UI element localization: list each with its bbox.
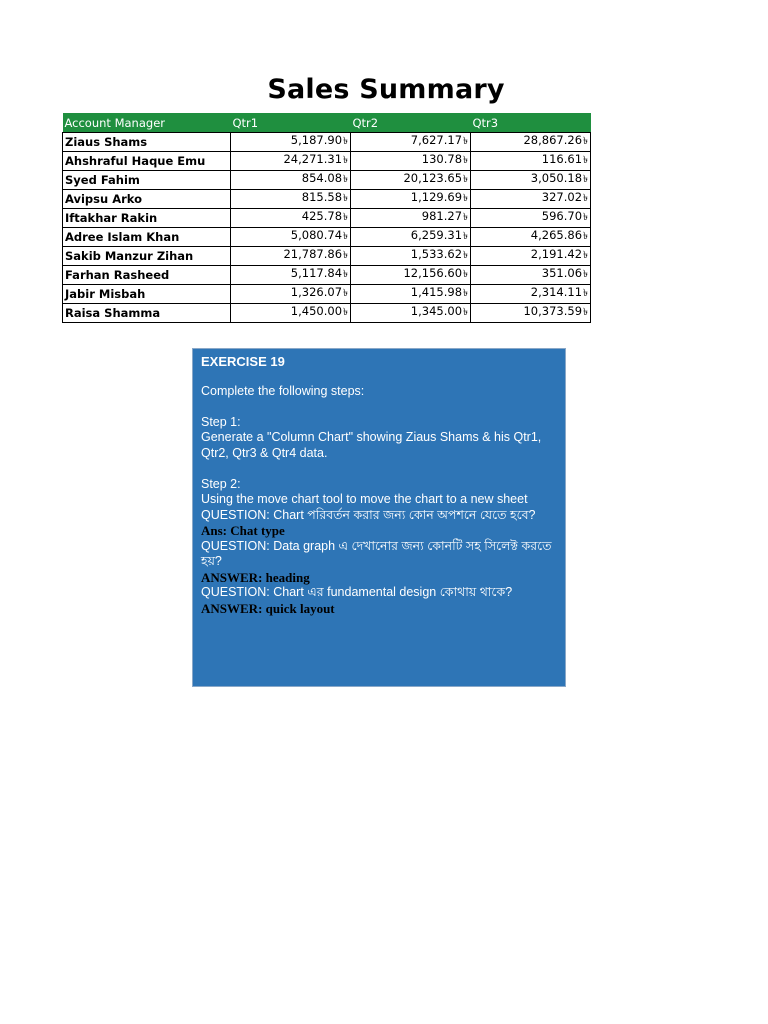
taka-currency-symbol: ৳ bbox=[343, 288, 348, 299]
cell-account-manager[interactable]: Sakib Manzur Zihan bbox=[63, 247, 231, 266]
cell-q2[interactable] bbox=[351, 285, 471, 304]
table-row bbox=[63, 266, 591, 285]
table-row bbox=[63, 152, 591, 171]
taka-currency-symbol: ৳ bbox=[463, 155, 468, 166]
cell-q3[interactable] bbox=[471, 152, 591, 171]
taka-currency-symbol: ৳ bbox=[583, 307, 588, 318]
cell-q2[interactable] bbox=[351, 266, 471, 285]
cell-value: 7,627.17 bbox=[410, 133, 463, 147]
cell-value: 1,450.00 bbox=[290, 304, 343, 318]
cell-value: 130.78 bbox=[421, 152, 463, 166]
taka-currency-symbol: ৳ bbox=[463, 193, 468, 204]
taka-currency-symbol: ৳ bbox=[343, 212, 348, 223]
table-header-row bbox=[63, 113, 591, 133]
question-3: QUESTION: Chart এর fundamental design কোথায় থাকে? bbox=[201, 585, 513, 599]
cell-value: 20,123.65 bbox=[403, 171, 463, 185]
cell-account-manager[interactable]: Jabir Misbah bbox=[63, 285, 231, 304]
table-body bbox=[63, 133, 591, 323]
cell-q3[interactable] bbox=[471, 171, 591, 190]
cell-value: 116.61 bbox=[541, 152, 583, 166]
cell-value: 1,129.69 bbox=[410, 190, 463, 204]
taka-currency-symbol: ৳ bbox=[463, 269, 468, 280]
cell-q2[interactable] bbox=[351, 171, 471, 190]
cell-q1[interactable] bbox=[231, 247, 351, 266]
cell-value: 2,191.42 bbox=[530, 247, 583, 261]
cell-value: 1,533.62 bbox=[410, 247, 463, 261]
cell-q1[interactable] bbox=[231, 152, 351, 171]
cell-account-manager[interactable]: Adree Islam Khan bbox=[63, 228, 231, 247]
step2-label: Step 2: bbox=[201, 476, 241, 491]
taka-currency-symbol: ৳ bbox=[583, 231, 588, 242]
taka-currency-symbol: ৳ bbox=[583, 136, 588, 147]
column-header-qtr2[interactable]: Qtr2 bbox=[351, 113, 471, 133]
answer-2: ANSWER: heading bbox=[201, 569, 310, 585]
taka-currency-symbol: ৳ bbox=[583, 212, 588, 223]
cell-value: 854.08 bbox=[301, 171, 343, 185]
taka-currency-symbol: ৳ bbox=[463, 288, 468, 299]
column-header-qtr3[interactable]: Qtr3 bbox=[471, 113, 591, 133]
cell-q1[interactable] bbox=[231, 171, 351, 190]
exercise-textbox[interactable] bbox=[192, 348, 566, 687]
exercise-heading: EXERCISE 19 bbox=[201, 354, 285, 369]
question-2: QUESTION: Data graph এ দেখানোর জন্য কোনটি সহ সিলেক্ট করতে হয়? bbox=[201, 538, 552, 568]
table-row bbox=[63, 304, 591, 323]
table-row bbox=[63, 285, 591, 304]
taka-currency-symbol: ৳ bbox=[463, 250, 468, 261]
cell-q1[interactable] bbox=[231, 190, 351, 209]
cell-value: 1,326.07 bbox=[290, 285, 343, 299]
cell-value: 5,080.74 bbox=[290, 228, 343, 242]
cell-q1[interactable] bbox=[231, 304, 351, 323]
cell-value: 1,345.00 bbox=[410, 304, 463, 318]
cell-value: 3,050.18 bbox=[530, 171, 583, 185]
cell-value: 24,271.31 bbox=[283, 152, 343, 166]
taka-currency-symbol: ৳ bbox=[343, 269, 348, 280]
cell-value: 4,265.86 bbox=[530, 228, 583, 242]
taka-currency-symbol: ৳ bbox=[463, 136, 468, 147]
taka-currency-symbol: ৳ bbox=[463, 231, 468, 242]
cell-q2[interactable] bbox=[351, 133, 471, 152]
cell-q1[interactable] bbox=[231, 285, 351, 304]
cell-q3[interactable] bbox=[471, 133, 591, 152]
taka-currency-symbol: ৳ bbox=[583, 250, 588, 261]
cell-q2[interactable] bbox=[351, 152, 471, 171]
answer-1: Ans: Chat type bbox=[201, 523, 285, 538]
cell-value: 2,314.11 bbox=[530, 285, 583, 299]
cell-account-manager[interactable]: Avipsu Arko bbox=[63, 190, 231, 209]
cell-account-manager[interactable]: Syed Fahim bbox=[63, 171, 231, 190]
step1-text: Generate a "Column Chart" showing Ziaus Shams & his Qtr1, Qtr2, Qtr3 & Qtr4 data. bbox=[201, 430, 542, 460]
cell-q1[interactable] bbox=[231, 228, 351, 247]
table-row bbox=[63, 209, 591, 228]
taka-currency-symbol: ৳ bbox=[463, 174, 468, 185]
sales-summary-table bbox=[62, 113, 591, 323]
taka-currency-symbol: ৳ bbox=[583, 174, 588, 185]
question-1: QUESTION: Chart পরিবর্তন করার জন্য কোন অপশনে যেতে হবে? bbox=[201, 507, 536, 522]
table-row bbox=[63, 247, 591, 266]
cell-q3[interactable] bbox=[471, 190, 591, 209]
taka-currency-symbol: ৳ bbox=[343, 231, 348, 242]
cell-q3[interactable] bbox=[471, 285, 591, 304]
cell-q3[interactable] bbox=[471, 209, 591, 228]
taka-currency-symbol: ৳ bbox=[463, 307, 468, 318]
table-row bbox=[63, 190, 591, 209]
cell-account-manager[interactable]: Farhan Rasheed bbox=[63, 266, 231, 285]
cell-value: 425.78 bbox=[301, 209, 343, 223]
cell-q2[interactable] bbox=[351, 190, 471, 209]
taka-currency-symbol: ৳ bbox=[343, 307, 348, 318]
taka-currency-symbol: ৳ bbox=[463, 212, 468, 223]
cell-value: 28,867.26 bbox=[523, 133, 583, 147]
cell-value: 981.27 bbox=[421, 209, 463, 223]
cell-account-manager[interactable]: Iftakhar Rakin bbox=[63, 209, 231, 228]
column-header-qtr1[interactable]: Qtr1 bbox=[231, 113, 351, 133]
taka-currency-symbol: ৳ bbox=[583, 155, 588, 166]
taka-currency-symbol: ৳ bbox=[343, 193, 348, 204]
cell-account-manager[interactable]: Raisa Shamma bbox=[63, 304, 231, 323]
cell-q2[interactable] bbox=[351, 247, 471, 266]
table-row bbox=[63, 228, 591, 247]
page-title: Sales Summary bbox=[267, 74, 505, 105]
cell-value: 5,117.84 bbox=[290, 266, 343, 280]
cell-q3[interactable] bbox=[471, 304, 591, 323]
cell-q1[interactable] bbox=[231, 266, 351, 285]
table-row bbox=[63, 171, 591, 190]
cell-account-manager[interactable]: Ahshraful Haque Emu bbox=[63, 152, 231, 171]
exercise-intro: Complete the following steps: bbox=[201, 383, 365, 398]
cell-value: 6,259.31 bbox=[410, 228, 463, 242]
cell-value: 12,156.60 bbox=[403, 266, 463, 280]
cell-value: 10,373.59 bbox=[523, 304, 583, 318]
cell-account-manager[interactable]: Ziaus Shams bbox=[63, 133, 231, 152]
taka-currency-symbol: ৳ bbox=[343, 155, 348, 166]
cell-value: 1,415.98 bbox=[410, 285, 463, 299]
cell-value: 5,187.90 bbox=[290, 133, 343, 147]
cell-value: 327.02 bbox=[541, 190, 583, 204]
step1-label: Step 1: bbox=[201, 414, 241, 429]
cell-q2[interactable] bbox=[351, 304, 471, 323]
taka-currency-symbol: ৳ bbox=[343, 250, 348, 261]
cell-q2[interactable] bbox=[351, 209, 471, 228]
taka-currency-symbol: ৳ bbox=[583, 193, 588, 204]
cell-q3[interactable] bbox=[471, 228, 591, 247]
cell-value: 21,787.86 bbox=[283, 247, 343, 261]
taka-currency-symbol: ৳ bbox=[343, 174, 348, 185]
column-header-account-manager[interactable]: Account Manager bbox=[63, 113, 231, 133]
cell-q2[interactable] bbox=[351, 228, 471, 247]
answer-3: ANSWER: quick layout bbox=[201, 600, 335, 616]
cell-q3[interactable] bbox=[471, 247, 591, 266]
step2-text: Using the move chart tool to move the chart to a new sheet bbox=[201, 492, 528, 506]
cell-q3[interactable] bbox=[471, 266, 591, 285]
cell-q1[interactable] bbox=[231, 133, 351, 152]
cell-value: 815.58 bbox=[301, 190, 343, 204]
taka-currency-symbol: ৳ bbox=[583, 269, 588, 280]
cell-value: 596.70 bbox=[541, 209, 583, 223]
taka-currency-symbol: ৳ bbox=[343, 136, 348, 147]
cell-value: 351.06 bbox=[541, 266, 583, 280]
taka-currency-symbol: ৳ bbox=[583, 288, 588, 299]
cell-q1[interactable] bbox=[231, 209, 351, 228]
table-row bbox=[63, 133, 591, 152]
